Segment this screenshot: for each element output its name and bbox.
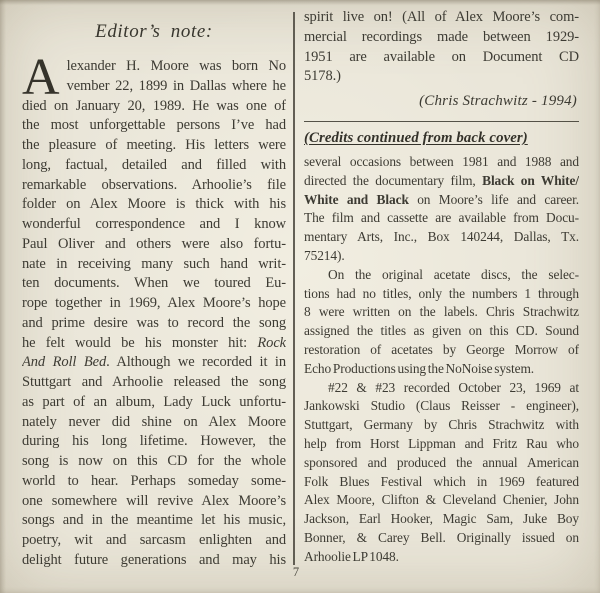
text-line xyxy=(304,397,579,416)
text-segment: Rock xyxy=(257,334,286,351)
editors-note-heading: Editor’s note: xyxy=(95,21,213,42)
credits-text xyxy=(304,153,579,567)
text-segment: And Roll Bed xyxy=(22,354,107,371)
text-segment: tions had no titles, only the numbers 1 through xyxy=(304,285,579,301)
right-column xyxy=(304,8,579,576)
text-segment: sponsored and produced the annual American xyxy=(304,454,579,470)
text-line xyxy=(22,432,286,452)
text-line xyxy=(304,529,579,548)
text-segment: nate in receiving many such hand writ- xyxy=(22,255,286,272)
text-line xyxy=(22,334,286,354)
text-line xyxy=(304,48,579,68)
text-line xyxy=(304,416,579,435)
text-line xyxy=(22,472,286,492)
text-line xyxy=(304,209,579,228)
text-segment: Jackson, Earl Hooker, Magic Sam, Juke Boy xyxy=(304,511,579,527)
text-line xyxy=(304,379,579,398)
text-segment: and prime desire was to record the song xyxy=(22,314,286,331)
text-segment: remarkable observations. Arhoolie’s file xyxy=(22,176,286,193)
text-segment: Stuttgart, Germany by Chris Strachwitz with xyxy=(304,417,579,433)
text-line xyxy=(22,511,286,531)
section-divider-rule xyxy=(304,121,579,122)
text-line xyxy=(304,28,579,48)
text-segment: #22 & #23 recorded October 23, 1969 at xyxy=(328,379,579,395)
text-line xyxy=(304,454,579,473)
text-segment: Echo Productions using the NoNoise system. xyxy=(304,360,535,376)
text-line xyxy=(304,303,579,322)
text-segment: White and Black xyxy=(304,191,409,207)
text-segment: Jankowski Studio (Claus Reisser - engineer), xyxy=(304,398,579,414)
text-segment: restoration of acetates by George Morrow of xyxy=(304,341,579,357)
text-segment: 8 were written on the labels. Chris Strachwitz xyxy=(304,304,579,320)
text-line xyxy=(22,235,286,255)
text-segment: delight future generations and may his xyxy=(22,551,286,568)
text-segment: during his long lifetime. However, the xyxy=(22,433,286,450)
text-segment: wonderful correspondence and I know xyxy=(22,216,286,232)
text-line xyxy=(304,322,579,341)
text-segment: help from Horst Lippman and Fritz Rau who xyxy=(304,435,579,451)
text-segment: several occasions between 1981 and 1988 and xyxy=(304,154,579,169)
text-line xyxy=(304,473,579,492)
text-line xyxy=(304,8,579,28)
text-segment: one somewhere will revive Alex Moore’s xyxy=(22,492,286,509)
left-column xyxy=(22,20,286,576)
text-segment: assigned the titles as given on this CD. Sound xyxy=(304,323,579,339)
text-segment: Bonner, & Carey Bell. Originally issued on xyxy=(304,529,579,545)
text-line xyxy=(304,510,579,529)
text-line xyxy=(304,285,579,304)
text-segment: world to hear. Perhaps someday some- xyxy=(22,472,286,489)
text-line xyxy=(22,255,286,275)
text-line xyxy=(22,195,286,215)
text-line xyxy=(22,97,286,117)
text-segment: poetry, wit and sarcasm enlighten and xyxy=(22,532,286,548)
text-segment: On the original acetate discs, the selec- xyxy=(328,266,579,282)
text-line xyxy=(304,228,579,247)
column-divider-line xyxy=(293,12,295,565)
editors-note-paragraph xyxy=(22,49,286,571)
text-segment: long, factual, detailed and filled with xyxy=(22,156,286,173)
text-segment: Folk Blues Festival which in 1969 featured xyxy=(304,473,579,489)
text-segment: Black on White/ xyxy=(482,172,579,188)
text-line xyxy=(304,341,579,360)
text-segment: as part of an album, Lady Luck unfortu- xyxy=(22,393,286,410)
text-segment: the most unforgettable persons I’ve had xyxy=(22,117,286,134)
text-line xyxy=(22,393,286,413)
text-line xyxy=(22,156,286,176)
text-segment: 75214). xyxy=(304,247,345,263)
text-segment: Paul Oliver and others were also fortu- xyxy=(22,235,286,252)
text-line xyxy=(22,353,286,373)
text-segment: 1951 are available on Document CD xyxy=(304,48,579,65)
attribution: (Chris Strachwitz - 1994) xyxy=(419,93,577,109)
text-segment: mentary Arts, Inc., Box 140244, Dallas, Tx. xyxy=(304,229,579,245)
text-segment: the pleasure of meeting. His letters were xyxy=(22,137,286,153)
text-segment: 5178.) xyxy=(304,68,341,85)
spirit-paragraph xyxy=(304,8,579,87)
text-line xyxy=(22,413,286,433)
text-segment: folder on Alex Moore is thick with his xyxy=(22,196,286,213)
text-line xyxy=(304,172,579,191)
text-line xyxy=(22,136,286,156)
text-segment: ten documents. When we toured Eu- xyxy=(22,275,286,292)
text-line xyxy=(304,360,579,379)
text-line xyxy=(304,191,579,210)
drop-cap: A xyxy=(22,49,60,106)
text-line xyxy=(304,548,579,567)
text-line xyxy=(22,176,286,196)
text-line xyxy=(304,491,579,510)
text-segment: nately never did shine on Alex Moore xyxy=(22,413,286,430)
text-segment: lexander H. Moore was born No xyxy=(66,58,286,74)
credits-heading: (Credits continued from back cover) xyxy=(304,130,528,146)
text-line xyxy=(22,373,286,393)
text-segment: rope together in 1969, Alex Moore’s hope xyxy=(22,295,286,311)
text-segment: on Moore’s life and career. xyxy=(408,191,579,207)
text-segment: songs and in the meantime let his music, xyxy=(22,512,286,529)
text-line xyxy=(22,215,286,235)
text-line xyxy=(22,294,286,314)
text-segment: Arhoolie LP 1048. xyxy=(304,548,399,564)
text-segment: he felt would be his monster hit: xyxy=(22,334,258,351)
text-line xyxy=(304,266,579,285)
text-line xyxy=(22,452,286,472)
text-line xyxy=(22,531,286,551)
text-segment: directed the documentary film, xyxy=(304,172,483,188)
text-line xyxy=(304,247,579,266)
text-segment: spirit live on! (All of Alex Moore’s com- xyxy=(304,9,579,25)
text-line xyxy=(22,274,286,294)
text-line xyxy=(304,435,579,454)
text-segment: vember 22, 1899 in Dallas where he xyxy=(66,77,286,94)
text-segment: song is now on this CD for the whole xyxy=(22,453,286,469)
text-line xyxy=(22,116,286,136)
text-line xyxy=(304,67,579,87)
text-segment: . Although we recorded it in xyxy=(106,354,286,371)
text-line xyxy=(22,492,286,512)
text-segment: Stuttgart and Arhoolie released the song xyxy=(22,374,286,390)
text-line xyxy=(22,551,286,571)
page-number: 7 xyxy=(292,565,300,579)
text-line xyxy=(22,314,286,334)
text-segment: Alex Moore, Clifton & Cleveland Chenier, John xyxy=(304,492,579,508)
text-segment: died on January 20, 1989. He was one of xyxy=(22,97,286,114)
text-line xyxy=(304,153,579,172)
text-segment: mercial recordings made between 1929- xyxy=(304,28,579,45)
text-segment: The film and cassette are available from Docu- xyxy=(304,210,579,226)
